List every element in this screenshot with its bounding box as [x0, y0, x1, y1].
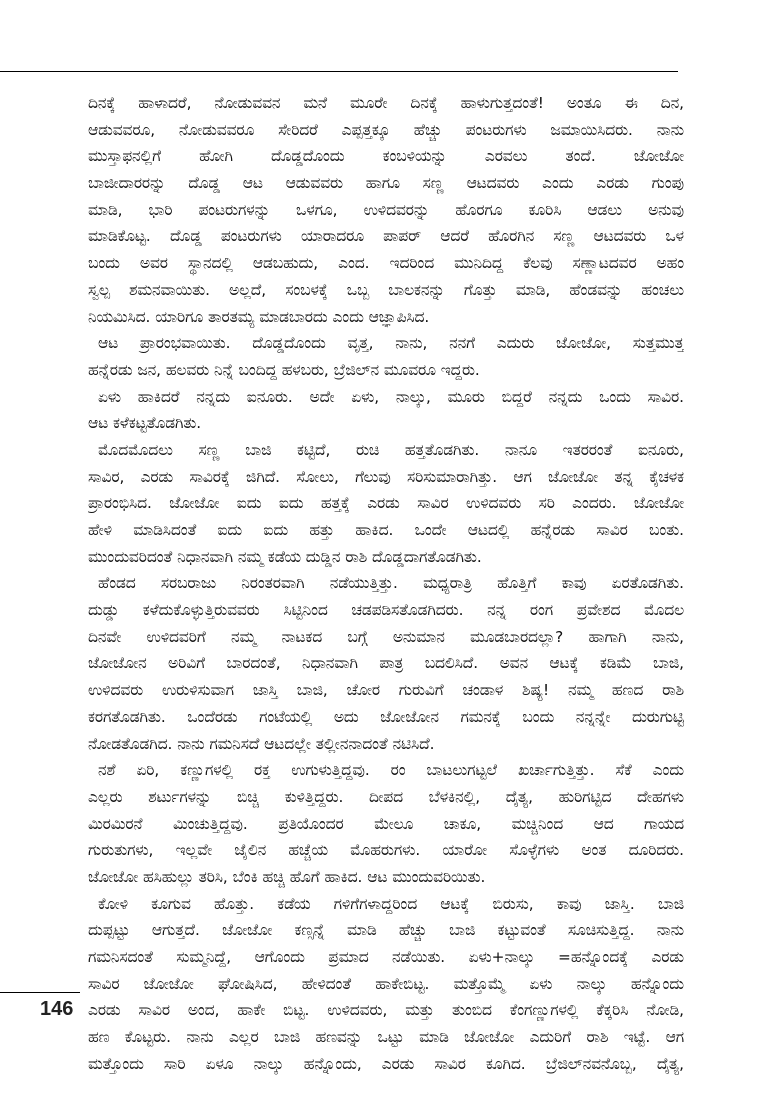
text-line: ದಿನಕ್ಕೆ ಹಾಳಾದರೆ, ನೋಡುವವನ ಮನೆ ಮೂರೇ ದಿನಕ್ಕೆ ಹಾಳುಗುತ್ತದಂತೆ! ಅಂತೂ ಈ ದಿನ, [88, 94, 684, 112]
text-line: ದುಪ್ಪಟ್ಟು ಆಗುತ್ತದೆ. ಜೋಜೋ ಕಣ್ಸನ್ನೆ ಮಾಡಿ ಹೆಚ್ಚು ಬಾಜಿ ಕಟ್ಟುವಂತೆ ಸೂಚಿಸುತ್ತಿದ್ದ. ನಾನು [88, 921, 684, 940]
text-line: ಹಣ ಕೊಟ್ಟರು. ನಾನು ಎಲ್ಲರ ಬಾಜಿ ಹಣವನ್ನು ಒಟ್ಟು ಮಾಡಿ ಜೋಜೋ ಎದುರಿಗೆ ರಾಶಿ ಇಟ್ಟೆ. ಆಗ [88, 1028, 684, 1047]
text-line: ಬಾಜೀದಾರರನ್ನು ದೊಡ್ಡ ಆಟ ಆಡುವವರು ಹಾಗೂ ಸಣ್ಣ ಆಟದವರು ಎಂದು ಎರಡು ಗುಂಪು [88, 174, 684, 193]
text-line: ಆಡುವವರೂ, ನೋಡುವವರೂ ಸೇರಿದರೆ ಎಪ್ಪತ್ತಕ್ಕೂ ಹೆಚ್ಚು ಪಂಟರುಗಳು ಜಮಾಯಿಸಿದರು. ನಾನು [88, 120, 684, 139]
text-line: ಸಾವಿರ ಜೋಜೋ ಘೋಷಿಸಿದ, ಹೇಳಿದಂತೆ ಹಾಕೇಬಿಟ್ಟ. ಮತ್ತೊಮ್ಮೆ ಏಳು ನಾಲ್ಕು ಹನ್ನೊಂದು [88, 974, 684, 993]
text-line: ಮುಸ್ತಾಫನಲ್ಲಿಗೆ ಹೋಗಿ ದೊಡ್ಡದೊಂದು ಕಂಬಳಿಯನ್ನು ಎರವಲು ತಂದೆ. ಜೋಜೋ [88, 147, 684, 166]
footer-rule [0, 992, 80, 993]
text-line: ಮಾಡಿ, ಭಾರಿ ಪಂಟರುಗಳನ್ನು ಒಳಗೂ, ಉಳಿದವರನ್ನು ಹೊರಗೂ ಕೂರಿಸಿ ಆಡಲು ಅನುವು [88, 200, 684, 219]
text-line: ಏಳು ಹಾಕಿದರೆ ನನ್ನದು ಐನೂರು. ಅದೇ ಏಳು, ನಾಲ್ಕು, ಮೂರು ಬಿದ್ದರೆ ನನ್ನದು ಒಂದು ಸಾವಿರ. [98, 387, 684, 406]
page-number: 146 [40, 998, 74, 1020]
text-line: ಹನ್ನೆರಡು ಜನ, ಹಲವರು ನಿನ್ನೆ ಬಂದಿದ್ದ ಹಳಬರು, ಬ್ರೆಜಿಲ್‌ನ ಮೂವರೂ ಇದ್ದರು. [88, 360, 480, 379]
text-line: ಮಿರಮಿರನೆ ಮಿಂಚುತ್ತಿದ್ದವು. ಪ್ರತಿಯೊಂದರ ಮೇಲೂ ಚಾಕೂ, ಮಚ್ಚಿನಿಂದ ಆದ ಗಾಯದ [88, 814, 684, 833]
text-line: ಕರಗತೊಡಗಿತು. ಒಂದೆರಡು ಗಂಟೆಯಲ್ಲಿ ಅದು ಜೋಜೋನ ಗಮನಕ್ಕೆ ಬಂದು ನನ್ನನ್ನೇ ದುರುಗುಟ್ಟಿ [88, 707, 684, 726]
text-line: ದುಡ್ಡು ಕಳೆದುಕೊಳ್ಳುತ್ತಿರುವವರು ಸಿಟ್ಟಿನಿಂದ ಚಡಪಡಿಸತೊಡಗಿದರು. ನನ್ನ ರಂಗ ಪ್ರವೇಶದ ಮೊದಲ [88, 601, 684, 620]
header-rule [0, 71, 678, 72]
text-line: ಗುರುತುಗಳು, ಇಲ್ಲವೇ ಜೈಲಿನ ಹಚ್ಚೆಯ ಮೊಹರುಗಳು. ಯಾರೋ ಸೊಳ್ಳೆಗಳು ಅಂತ ದೂರಿದರು. [88, 841, 684, 860]
text-line: ಜೋಜೋ ಹಸಿಹುಲ್ಲು ತರಿಸಿ, ಬೆಂಕಿ ಹಚ್ಚಿ ಹೊಗೆ ಹಾಕಿದ. ಆಟ ಮುಂದುವರಿಯಿತು. [88, 867, 486, 886]
text-line: ಪ್ರಾರಂಭಿಸಿದ. ಜೋಜೋ ಐದು ಐದು ಹತ್ತಕ್ಕೆ ಎರಡು ಸಾವಿರ ಉಳಿದವರು ಸರಿ ಎಂದರು. ಜೋಜೋ [88, 494, 684, 513]
text-line: ಎಲ್ಲರು ಶರ್ಟುಗಳನ್ನು ಬಿಚ್ಚಿ ಕುಳಿತ್ತಿದ್ದರು. ದೀಪದ ಬೆಳಕಿನಲ್ಲಿ, ದೈತ್ಯ, ಹುರಿಗಟ್ಟಿದ ದೇಹಗಳು [88, 787, 684, 806]
text-line: ಗಮನಿಸದಂತೆ ಸುಮ್ಮನಿದ್ದೆ, ಆಗೊಂದು ಪ್ರಮಾದ ನಡೆಯಿತು. ಏಳು+ನಾಲ್ಕು =ಹನ್ನೊಂದಕ್ಕೆ ಎರಡು [88, 948, 684, 966]
text-line: ಹೇಳಿ ಮಾಡಿಸಿದಂತೆ ಐದು ಐದು ಹತ್ತು ಹಾಕಿದ. ಒಂದೇ ಆಟದಲ್ಲಿ ಹನ್ನೆರಡು ಸಾವಿರ ಬಂತು. [88, 521, 684, 539]
text-line: ಕೋಳಿ ಕೂಗುವ ಹೊತ್ತು. ಕಡೆಯ ಗಳಿಗೆಗಳಾದ್ದರಿಂದ ಆಟಕ್ಕೆ ಬಿರುಸು, ಕಾವು ಜಾಸ್ತಿ. ಬಾಜಿ [98, 894, 684, 913]
body-text [88, 90, 684, 1077]
text-line: ಮುಂದುವರಿದಂತೆ ನಿಧಾನವಾಗಿ ನಮ್ಮ ಕಡೆಯ ದುಡ್ಡಿನ ರಾಶಿ ದೊಡ್ಡದಾಗತೊಡಗಿತು. [88, 547, 482, 566]
text-line: ನೋಡತೊಡಗಿದ. ನಾನು ಗಮನಿಸದೆ ಆಟದಲ್ಲೇ ತಲ್ಲೀನನಾದಂತೆ ನಟಿಸಿದೆ. [88, 734, 435, 753]
text-line: ಮತ್ತೊಂದು ಸಾರಿ ಏಳೂ ನಾಲ್ಕು ಹನ್ನೊಂದು, ಎರಡು ಸಾವಿರ ಕೂಗಿದ. ಬ್ರೆಜಿಲ್‌ನವನೊಬ್ಬ, ದೈತ್ಯ, [88, 1054, 684, 1073]
text-line: ದಿನವೇ ಉಳಿದವರಿಗೆ ನಮ್ಮ ನಾಟಕದ ಬಗ್ಗೆ ಅನುಮಾನ ಮೂಡಬಾರದಲ್ಲಾ? ಹಾಗಾಗಿ ನಾನು, [88, 627, 684, 646]
text-line: ಸಾವಿರ, ಎರಡು ಸಾವಿರಕ್ಕೆ ಜಿಗಿದೆ. ಸೋಲು, ಗೆಲುವು ಸರಿಸುಮಾರಾಗಿತ್ತು. ಆಗ ಜೋಜೋ ತನ್ನ ಕೈಚಳಕ [88, 467, 684, 486]
text-line: ಮಾಡಿಕೊಟ್ಟ. ದೊಡ್ಡ ಪಂಟರುಗಳು ಯಾರಾದರೂ ಪಾಪರ್ ಆದರೆ ಹೊರಗಿನ ಸಣ್ಣ ಆಟದವರು ಒಳ [88, 227, 684, 246]
text-line: ನಶೆ ಏರಿ, ಕಣ್ಣುಗಳಲ್ಲಿ ರಕ್ತ ಉಗುಳುತ್ತಿದ್ದವು. ರಂ ಬಾಟಲುಗಟ್ಟಲೆ ಖರ್ಚಾಗುತ್ತಿತ್ತು. ಸೆಕೆ ಎಂದು [98, 761, 684, 780]
text-line: ಹೆಂಡದ ಸರಬರಾಜು ನಿರಂತರವಾಗಿ ನಡೆಯುತ್ತಿತ್ತು. ಮಧ್ಯರಾತ್ರಿ ಹೊತ್ತಿಗೆ ಕಾವು ಏರತೊಡಗಿತು. [98, 574, 684, 593]
text-line: ಆಟ ಕಳೆಕಟ್ಟತೊಡಗಿತು. [88, 414, 202, 433]
text-line: ನಿಯಮಿಸಿದ. ಯಾರಿಗೂ ತಾರತಮ್ಯ ಮಾಡಬಾರದು ಎಂದು ಆಜ್ಞಾಪಿಸಿದ. [88, 307, 430, 326]
text-line: ಸ್ವಲ್ಪ ಶಮನವಾಯಿತು. ಅಲ್ಲದೆ, ಸಂಬಳಕ್ಕೆ ಒಬ್ಬ ಬಾಲಕನನ್ನು ಗೊತ್ತು ಮಾಡಿ, ಹೆಂಡವನ್ನು ಹಂಚಲು [88, 280, 684, 299]
text-line: ಮೊದಮೊದಲು ಸಣ್ಣ ಬಾಜಿ ಕಟ್ಟಿದೆ, ರುಚಿ ಹತ್ತತೊಡಗಿತು. ನಾನೂ ಇತರರಂತೆ ಐನೂರು, [98, 440, 684, 459]
text-line: ಬಂದು ಅವರ ಸ್ಥಾನದಲ್ಲಿ ಆಡಬಹುದು, ಎಂದ. ಇದರಿಂದ ಮುನಿದಿದ್ದ ಕೆಲವು ಸಣ್ಣಾಟದವರ ಅಹಂ [88, 254, 684, 273]
text-line: ಜೋಜೋನ ಅರಿವಿಗೆ ಬಾರದಂತೆ, ನಿಧಾನವಾಗಿ ಪಾತ್ರ ಬದಲಿಸಿದೆ. ಅವನ ಆಟಕ್ಕೆ ಕಡಿಮೆ ಬಾಜಿ, [88, 654, 684, 673]
text-line: ಉಳಿದವರು ಉರುಳಿಸುವಾಗ ಜಾಸ್ತಿ ಬಾಜಿ, ಚೋರ ಗುರುವಿಗೆ ಚಂಡಾಳ ಶಿಷ್ಯ! ನಮ್ಮ ಹಣದ ರಾಶಿ [88, 681, 684, 700]
text-line: ಎರಡು ಸಾವಿರ ಅಂದ, ಹಾಕೇ ಬಿಟ್ಟ. ಉಳಿದವರು, ಮತ್ತು ತುಂಬಿದ ಕೆಂಗಣ್ಣುಗಳಲ್ಲಿ ಕೆಕ್ಕರಿಸಿ ನೋಡಿ, [88, 1001, 684, 1020]
text-line: ಆಟ ಪ್ರಾರಂಭವಾಯಿತು. ದೊಡ್ಡದೊಂದು ವೃತ್ತ, ನಾನು, ನನಗೆ ಎದುರು ಜೋಜೋ, ಸುತ್ತಮುತ್ತ [98, 334, 684, 353]
